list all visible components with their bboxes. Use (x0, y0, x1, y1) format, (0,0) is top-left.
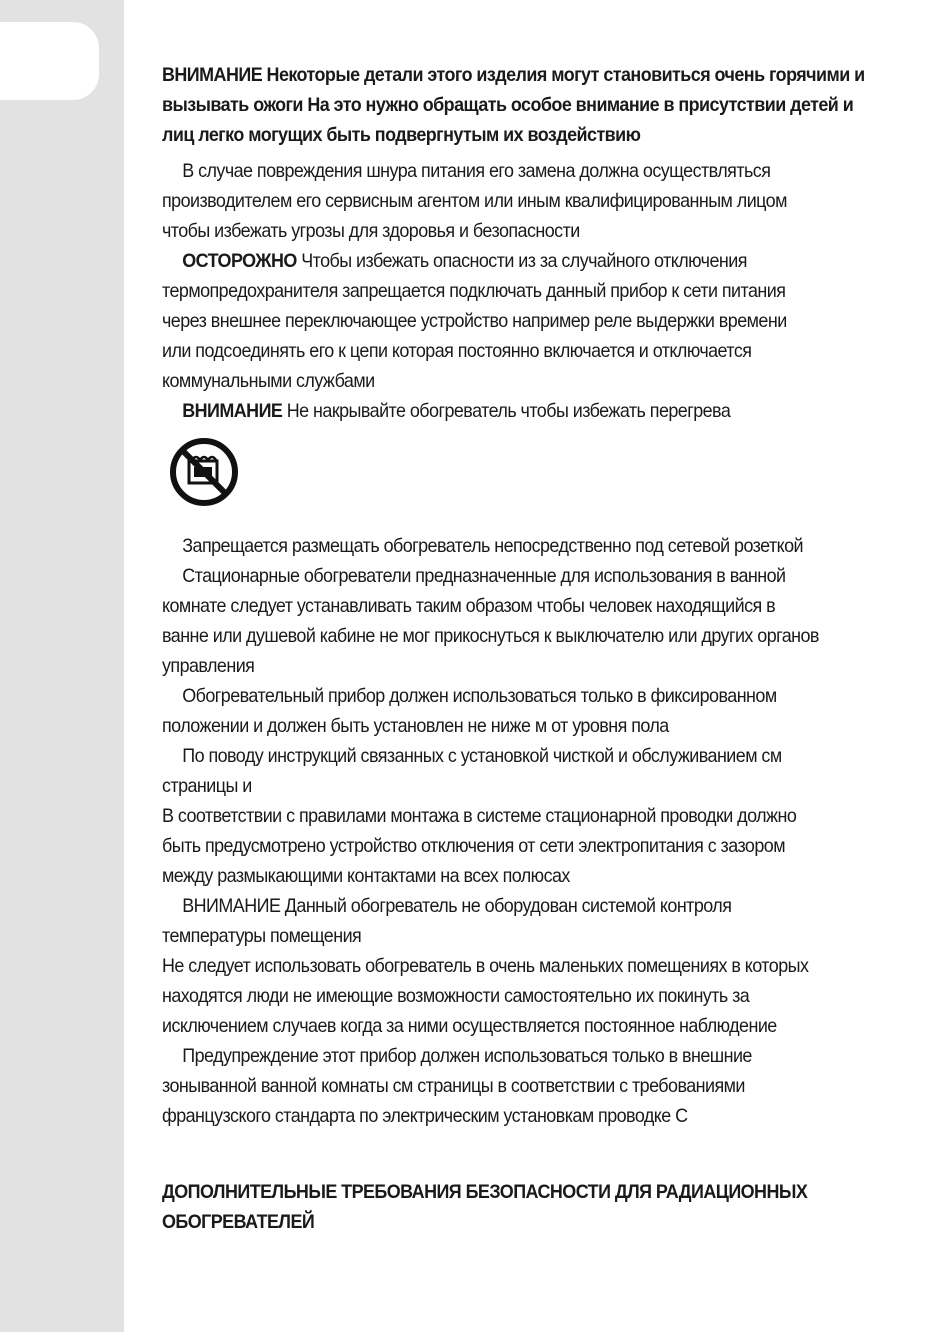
text-line: быть предусмотрено устройство отключения от сети электропитания с зазором (162, 835, 785, 857)
icon-area (162, 426, 886, 531)
paragraph-power-cord (162, 156, 886, 246)
warning-line: лиц легко могущих быть подвергнутым их воздействию (162, 124, 641, 146)
paragraph-fixed-position (162, 681, 886, 741)
caution-text: Чтобы избежать опасности из за случайного отключения (296, 250, 747, 272)
paragraph-caution (162, 246, 886, 396)
text-line: ванне или душевой кабине не мог прикоснуться к выключателю или других органов (162, 625, 819, 647)
text-line: термопредохранителя запрещается подключать данный прибор к сети питания (162, 280, 786, 302)
text-line: В случае повреждения шнура питания его замена должна осуществляться (182, 160, 771, 182)
heading-line: ДОПОЛНИТЕЛЬНЫЕ ТРЕБОВАНИЯ БЕЗОПАСНОСТИ ДЛЯ РАДИАЦИОННЫХ (162, 1181, 808, 1203)
text-line: управления (162, 655, 255, 677)
text-line: между размыкающими контактами на всех полюсах (162, 865, 570, 887)
page-content (162, 60, 886, 1237)
heading-line: ОБОГРЕВАТЕЛЕЙ (162, 1211, 315, 1233)
text-line: производителем его сервисным агентом или иным квалифицированным лицом (162, 190, 787, 212)
text-line: исключением случаев когда за ними осуществляется постоянное наблюдение (162, 1015, 777, 1037)
attention-text: Не накрывайте обогреватель чтобы избежать перегрева (282, 400, 731, 422)
section-heading (162, 1177, 886, 1237)
paragraph-small-rooms (162, 951, 886, 1041)
text-line: комнате следует устанавливать таким образом чтобы человек находящийся в (162, 595, 776, 617)
caution-label: ОСТОРОЖНО (182, 250, 297, 272)
paragraph-bathroom (162, 561, 886, 681)
paragraph-socket (162, 531, 886, 561)
warning-line: ВНИМАНИЕ Некоторые детали этого изделия могут становиться очень горячими и (162, 64, 865, 86)
text-line (162, 396, 828, 426)
text-line: через внешнее переключающее устройство например реле выдержки времени (162, 310, 787, 332)
side-margin-strip (0, 0, 124, 1332)
text-line: или подсоединять его к цепи которая постоянно включается и отключается (162, 340, 752, 362)
paragraph-do-not-cover (162, 396, 886, 426)
text-line: В соответствии с правилами монтажа в системе стационарной проводки должно (162, 805, 797, 827)
text-line (162, 246, 828, 276)
text-line: Стационарные обогреватели предназначенные для использования в ванной (182, 565, 786, 587)
text-line: страницы и (162, 775, 252, 797)
text-line: чтобы избежать угрозы для здоровья и безопасности (162, 220, 580, 242)
paragraph-wiring (162, 801, 886, 891)
text-line: коммунальными службами (162, 370, 375, 392)
text-line: Не следует использовать обогреватель в очень маленьких помещениях в которых (162, 955, 809, 977)
text-line: Обогревательный прибор должен использоваться только в фиксированном (182, 685, 777, 707)
text-line: положении и должен быть установлен не ниже м от уровня пола (162, 715, 669, 737)
text-line: По поводу инструкций связанных с установкой чисткой и обслуживанием см (182, 745, 782, 767)
do-not-cover-icon (168, 436, 240, 508)
paragraph-instructions (162, 741, 886, 801)
attention-label: ВНИМАНИЕ (182, 400, 283, 422)
text-line: Запрещается размещать обогреватель непосредственно под сетевой розеткой (182, 535, 804, 557)
warning-header (162, 60, 886, 150)
text-line: находятся люди не имеющие возможности самостоятельно их покинуть за (162, 985, 750, 1007)
paragraph-no-temperature-control (162, 891, 886, 951)
text-line: французского стандарта по электрическим установкам проводке С (162, 1105, 688, 1127)
text-line: Предупреждение этот прибор должен использоваться только в внешние (182, 1045, 752, 1067)
text-line: ВНИМАНИЕ Данный обогреватель не оборудован системой контроля (182, 895, 732, 917)
side-page-tab (0, 22, 99, 100)
paragraph-bathroom-zones (162, 1041, 886, 1131)
text-line: зоныванной ванной комнаты см страницы в соответствии с требованиями (162, 1075, 745, 1097)
text-line: температуры помещения (162, 925, 362, 947)
warning-line: вызывать ожоги На это нужно обращать особое внимание в присутствии детей и (162, 94, 854, 116)
